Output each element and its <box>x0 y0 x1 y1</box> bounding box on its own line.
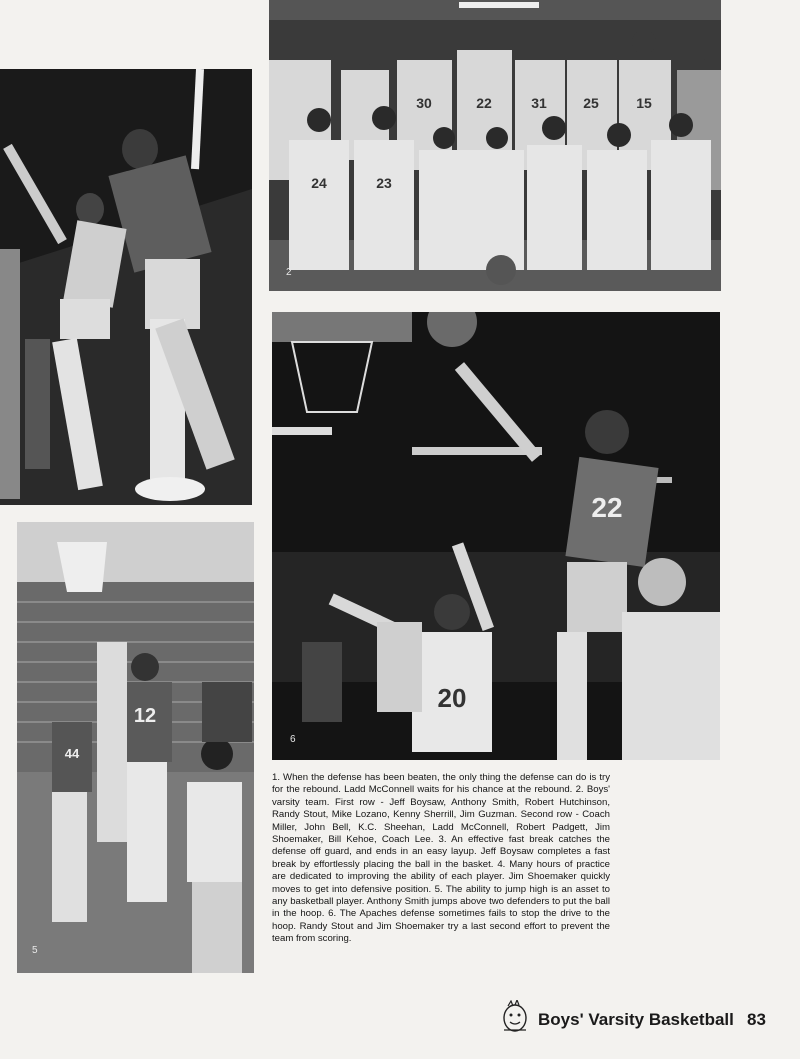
photo-rebound-image <box>0 69 252 505</box>
jersey-number: 24 <box>311 175 327 191</box>
jersey-number: 25 <box>583 95 599 111</box>
jersey-number: 22 <box>591 492 623 523</box>
photo-rebound <box>0 69 252 505</box>
photo-layup <box>272 312 720 760</box>
photo-jump-image <box>17 522 254 973</box>
jersey-number: 12 <box>133 705 157 727</box>
photo-caption: 1. When the defense has been beaten, the only thing the defense can do is try for the rebound. Ladd McConnell waits for his chance at the rebound. 2. Boys' varsity team. First row - Jeff Boysaw, Anthony Smith, Robert Hutchinson, Randy Stout, Mike Lozano, Kenny Sherrill, Jim Guzman. Second row - Coach Miller, John Bell, K.C. Sheehan, Ladd McConnell, Robert Padgett, Jim Shoemaker, Bill Kehoe, Coach Lee. 3. An effective fast break catches the defense off guard, and ends in an easy layup. Jeff Boysaw completes a fast break by effortlessly placing the ball in the basket. 4. Many hours of practice are dedicated to improving the ability of each player. Jim Shoemaker quickly moves to get into defensive position. 5. The ability to jump high is an asset to any basketball player. Anthony Smith jumps above two defenders to put the ball in the hoop. 6. The Apaches defense sometimes fails to stop the drive to the hoop. Randy Stout and Jim Shoemaker try a last second effort to prevent the team from scoring. <box>272 772 610 945</box>
photo-layup-image <box>272 312 720 760</box>
jersey-number: 23 <box>376 175 392 191</box>
page-number: 83 <box>747 1010 766 1029</box>
page-footer <box>500 1000 790 1040</box>
jersey-number: 44 <box>64 746 80 761</box>
photo-team-image <box>269 0 721 291</box>
photo-number: 2 <box>286 267 292 278</box>
photo-number: 6 <box>290 734 296 745</box>
photo-team <box>269 0 721 291</box>
jersey-number: 15 <box>636 95 652 111</box>
photo-number: 5 <box>32 945 38 956</box>
apache-mascot-icon <box>500 1000 530 1034</box>
jersey-number: 30 <box>416 95 432 111</box>
jersey-number: 31 <box>531 95 547 111</box>
jersey-number: 20 <box>437 683 467 713</box>
photo-jump <box>17 522 254 973</box>
section-title: Boys' Varsity Basketball <box>538 1010 734 1029</box>
jersey-number: 22 <box>476 95 492 111</box>
